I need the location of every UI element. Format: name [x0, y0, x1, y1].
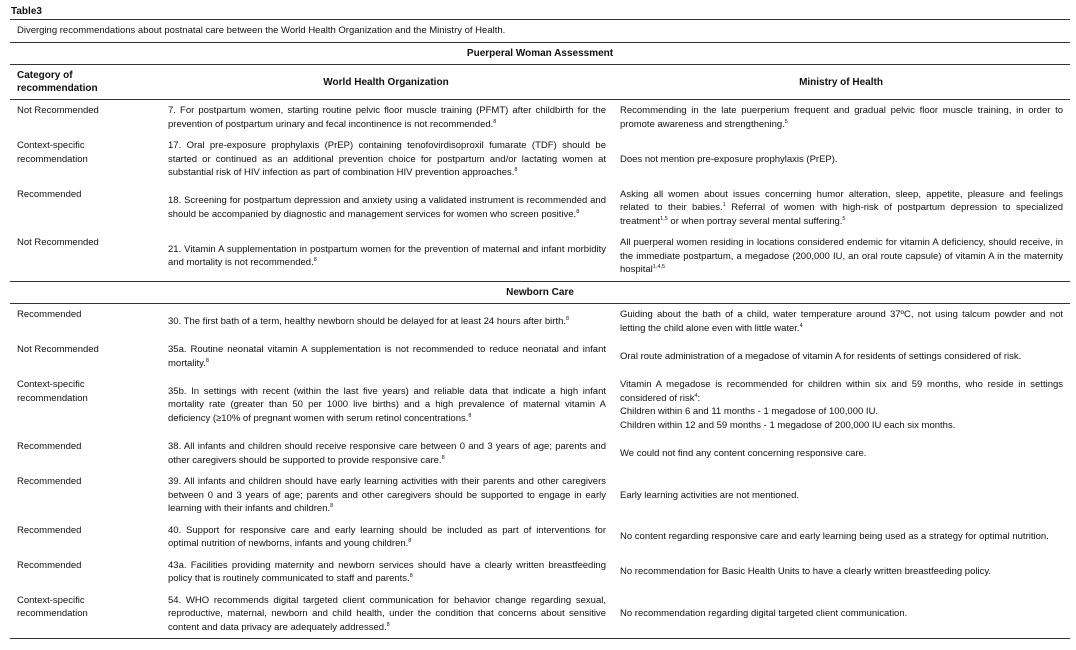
column-header-who: World Health Organization [160, 65, 612, 100]
who-recommendation-cell [160, 471, 612, 520]
who-recommendation-cell [160, 100, 612, 136]
who-recommendation-cell [160, 135, 612, 184]
moh-recommendation-cell [612, 232, 1070, 281]
moh-text-segment: No recommendation for Basic Health Units to have a clearly written breastfeeding policy. [620, 566, 992, 578]
moh-text-segment: Guiding about the bath of a child, water temperature around 37ºC, not using talcum powder and not letting the child alone even with little water. [620, 309, 1064, 334]
caption-row [10, 20, 1070, 43]
category-cell: Recommended [17, 559, 82, 571]
section-body-newborn [10, 304, 1070, 639]
category-cell: Recommended [17, 188, 82, 200]
table-caption: Diverging recommendations about postnatal care between the World Health Organization and the Ministry of Health. [10, 20, 1070, 43]
table-row [10, 339, 1070, 374]
reference-superscript: 8 [313, 257, 317, 264]
category-cell: Not Recommended [17, 237, 99, 248]
who-recommendation-cell [160, 232, 612, 281]
moh-recommendation-cell [612, 590, 1070, 639]
section-title-body [10, 281, 1070, 304]
who-text-segment: 54. WHO recommends digital targeted client communication for behavior change regarding sexual, reproductive, maternal, newborn and child health, under the condition that concerns about sensitive content and data privacy are adequately addressed. [168, 594, 606, 633]
reference-superscript: 1,4,5 [652, 263, 665, 270]
column-header-category: Category of recommendation [10, 65, 160, 100]
recommendations-table [10, 19, 1070, 639]
table-row [10, 135, 1070, 184]
table-row [10, 184, 1070, 233]
who-text-segment: 21. Vitamin A supplementation in postpartum women for the prevention of maternal and infant morbidity and mortality is not recommended. [168, 243, 606, 269]
who-text-segment: 39. All infants and children should have early learning activities with their parents and other caregivers between 0 and 3 years of age; parents and other caregivers should be supported to engage in early learning with their infants and children. [168, 476, 606, 514]
moh-recommendation-cell [612, 184, 1070, 233]
category-cell: Not Recommended [17, 344, 99, 355]
moh-text-segment: Recommending in the late puerperium frequent and gradual pelvic floor muscle training, in order to promote awareness and strengthening. [620, 105, 1064, 130]
table-head-body [10, 20, 1070, 100]
category-cell: Recommended [17, 441, 82, 452]
moh-recommendation-cell [612, 555, 1070, 590]
reference-superscript: 1 [722, 201, 726, 208]
reference-superscript: 8 [330, 502, 334, 509]
column-header-moh: Ministry of Health [612, 65, 1070, 100]
reference-superscript: 8 [576, 208, 580, 215]
moh-recommendation-cell [612, 135, 1070, 184]
category-cell: Recommended [17, 476, 82, 487]
table-row [10, 471, 1070, 520]
who-recommendation-cell [160, 374, 612, 436]
moh-text-segment: Vitamin A megadose is recommended for children within six and 59 months, who reside in settings considered of risk [620, 379, 1064, 404]
reference-superscript: 4 [799, 322, 803, 329]
table-row [10, 374, 1070, 436]
who-text-segment: 38. All infants and children should receive responsive care between 0 and 3 years of age; parents and other caregivers should be supported to provide responsive care. [168, 441, 606, 466]
moh-text-segment: We could not find any content concerning responsive care. [620, 447, 867, 459]
reference-superscript: 8 [205, 357, 209, 364]
who-text-segment: 18. Screening for postpartum depression and anxiety using a validated instrument is recommended and should be accompanied by diagnostic and management services for women who screen positive. [168, 195, 606, 220]
reference-superscript: 8 [409, 572, 413, 579]
section-body-puerperal [10, 100, 1070, 282]
category-cell: Context-specific recommendation [10, 590, 160, 639]
table-container [10, 4, 1070, 639]
category-cell: Not Recommended [17, 105, 99, 116]
table-row [10, 590, 1070, 639]
reference-superscript: 8 [468, 412, 472, 419]
who-recommendation-cell [160, 436, 612, 471]
reference-superscript: 8 [408, 537, 412, 544]
moh-text-segment: : [697, 392, 701, 404]
who-text-segment: 35a. Routine neonatal vitamin A supplementation is not recommended to reduce neonatal and infant mortality. [168, 344, 606, 369]
moh-text-segment: Does not mention pre-exposure prophylaxis (PrEP). [620, 153, 838, 165]
moh-recommendation-cell [612, 471, 1070, 520]
table-row [10, 520, 1070, 555]
reference-superscript: 8 [386, 621, 390, 628]
who-recommendation-cell [160, 555, 612, 590]
moh-recommendation-cell [612, 520, 1070, 555]
moh-text-segment: Oral route administration of a megadose of vitamin A for residents of settings considered of risk. [620, 350, 1022, 362]
who-recommendation-cell [160, 520, 612, 555]
section-title-row [10, 42, 1070, 65]
section-title-row [10, 281, 1070, 304]
reference-superscript: 8 [493, 118, 497, 125]
table-row [10, 436, 1070, 471]
moh-recommendation-cell [612, 436, 1070, 471]
who-recommendation-cell [160, 590, 612, 639]
moh-text-segment: Referral of women with high-risk of postpartum depression to specialized treatment [620, 202, 1064, 227]
reference-superscript: 8 [514, 166, 518, 173]
category-cell: Recommended [17, 524, 82, 536]
reference-superscript: 5 [784, 118, 788, 125]
who-text-segment: 40. Support for responsive care and early learning should be included as part of interventions for optimal nutrition of newborns, infants and young children. [168, 524, 606, 549]
category-cell: Context-specific recommendation [17, 379, 88, 404]
table-label: Table3 [11, 6, 42, 17]
moh-text-segment: Children within 6 and 11 months - 1 megadose of 100,000 IU. [620, 406, 879, 417]
reference-superscript: 8 [566, 315, 570, 322]
moh-text-segment: No recommendation regarding digital targeted client communication. [620, 608, 908, 619]
moh-text-segment: No content regarding responsive care and early learning being used as a strategy for optimal nutrition. [620, 531, 1049, 543]
moh-text-segment: Asking all women about issues concerning humor alteration, sleep, appetite, pleasure and feelings related to their babies. [620, 188, 1064, 213]
category-cell: Context-specific recommendation [17, 140, 88, 165]
reference-superscript: 4 [694, 392, 698, 399]
moh-recommendation-cell [612, 339, 1070, 374]
who-text-segment: 30. The first bath of a term, healthy newborn should be delayed for at least 24 hours after birth. [168, 315, 567, 327]
who-recommendation-cell [160, 339, 612, 374]
section-title-newborn: Newborn Care [10, 281, 1070, 304]
table-row [10, 555, 1070, 590]
moh-recommendation-cell [612, 374, 1070, 436]
reference-superscript: 5 [842, 215, 846, 222]
table-row [10, 304, 1070, 340]
section-title-puerperal: Puerperal Woman Assessment [10, 42, 1070, 65]
moh-text-segment: Early learning activities are not mentioned. [620, 489, 800, 501]
column-header-row [10, 65, 1070, 100]
reference-superscript: 1,5 [660, 215, 668, 222]
moh-text-segment: or when portray several mental suffering. [667, 215, 843, 227]
table-row [10, 232, 1070, 281]
moh-text-segment: Children within 12 and 59 months - 1 megadose of 200,000 IU each six months. [620, 419, 956, 431]
reference-superscript: 8 [441, 454, 445, 461]
table-row [10, 100, 1070, 136]
who-text-segment: 43a. Facilities providing maternity and newborn services should have a clearly written breastfeeding policy that is routinely communicated to staff and parents. [168, 559, 606, 584]
who-text-segment: 35b. In settings with recent (within the last five years) and reliable data that indicate a high infant mortality rate (greater than 50 per 1000 live births) and a high prevalence of maternal vitamin A deficiency (≥10% of pregnant women with serum retinol concentrations. [168, 385, 606, 424]
moh-recommendation-cell [612, 304, 1070, 340]
category-cell: Recommended [17, 309, 82, 320]
who-text-segment: 17. Oral pre-exposure prophylaxis (PrEP) containing tenofovirdisoproxil fumarate (TDF) should be started or continued as an additional prevention choice for postpartum and/or lactating women at substantial risk of HIV infection as part of combination HIV prevention approaches. [168, 140, 606, 178]
who-recommendation-cell [160, 184, 612, 233]
who-recommendation-cell [160, 304, 612, 340]
who-text-segment: 7. For postpartum women, starting routine pelvic floor muscle training (PFMT) after childbirth for the prevention of postpartum urinary and fecal incontinence is not recommended. [168, 105, 606, 130]
moh-recommendation-cell [612, 100, 1070, 136]
moh-text-segment: All puerperal women residing in locations considered endemic for vitamin A deficiency, should receive, in the immediate postpartum, a megadose (200,000 IU, an oral route capsule) of vitamin A in the maternity hospital [620, 237, 1064, 275]
